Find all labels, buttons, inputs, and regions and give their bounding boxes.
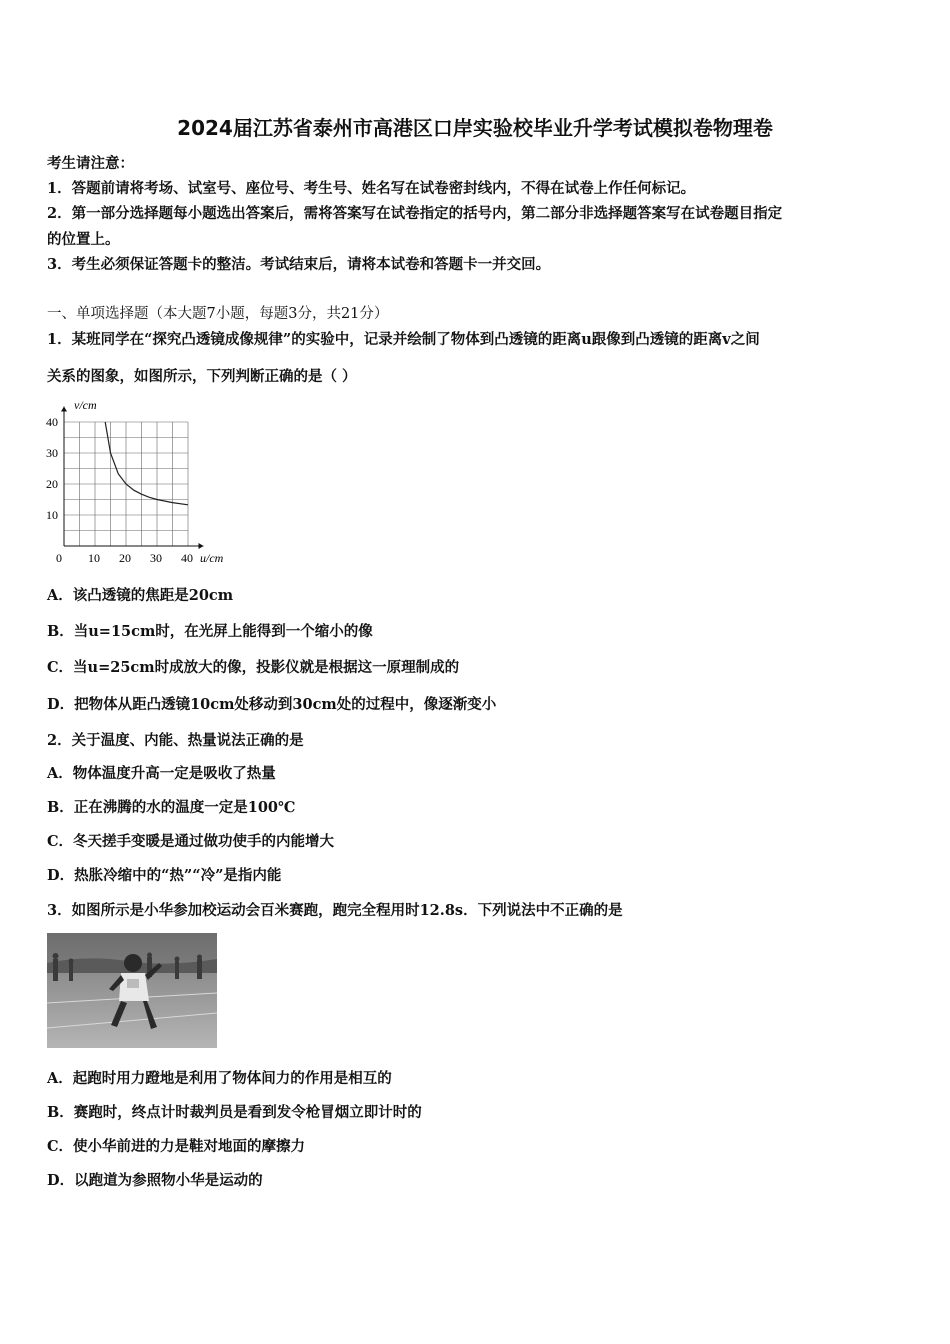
x-tick-label: 10 bbox=[88, 551, 100, 565]
q3-option-b: B．赛跑时，终点计时裁判员是看到发令枪冒烟立即计时的 bbox=[47, 1104, 422, 1121]
notice-item-3: 3．考生必须保证答题卡的整洁。考试结束后，请将本试卷和答题卡一并交回。 bbox=[47, 256, 551, 273]
q3-option-c: C．使小华前进的力是鞋对地面的摩擦力 bbox=[47, 1138, 306, 1155]
q2-option-c: C．冬天搓手变暖是通过做功使手的内能增大 bbox=[47, 833, 335, 850]
y-axis-arrow bbox=[61, 407, 67, 412]
y-tick-label: 30 bbox=[46, 446, 58, 460]
section-heading: 一、单项选择题（本大题7小题，每题3分，共21分） bbox=[47, 306, 389, 322]
x-axis-arrow bbox=[199, 543, 204, 549]
q1-stem-line-1: 1．某班同学在“探究凸透镜成像规律”的实验中，记录并绘制了物体到凸透镜的距离u跟像到凸透镜的距离v之间 bbox=[47, 331, 760, 348]
y-tick-label: 20 bbox=[46, 477, 58, 491]
q2-option-b: B．正在沸腾的水的温度一定是100℃ bbox=[47, 799, 296, 816]
x-axis-label: u/cm bbox=[200, 551, 224, 565]
q2-option-a: A．物体温度升高一定是吸收了热量 bbox=[47, 765, 276, 782]
q3-option-d: D．以跑道为参照物小华是运动的 bbox=[47, 1172, 263, 1189]
q1-option-d: D．把物体从距凸透镜10cm处移动到30cm处的过程中，像逐渐变小 bbox=[47, 696, 497, 713]
chart-axes bbox=[61, 407, 204, 550]
q3-stem: 3．如图所示是小华参加校运动会百米赛跑，跑完全程用时12.8s．下列说法中不正确的是 bbox=[47, 902, 623, 919]
notice-heading: 考生请注意： bbox=[47, 155, 134, 172]
origin-label: 0 bbox=[56, 551, 62, 565]
x-tick-label: 30 bbox=[150, 551, 162, 565]
x-tick-label: 40 bbox=[181, 551, 193, 565]
chart-series-line bbox=[105, 422, 188, 505]
notice-item-2-line-1: 2．第一部分选择题每小题选出答案后，需将答案写在试卷指定的括号内，第二部分非选择题答案写在试卷题目指定 bbox=[47, 205, 783, 222]
q1-option-b: B．当u=15cm时，在光屏上能得到一个缩小的像 bbox=[47, 623, 373, 640]
x-tick-label: 20 bbox=[119, 551, 131, 565]
y-axis-label: v/cm bbox=[74, 398, 97, 412]
y-tick-label: 40 bbox=[46, 415, 58, 429]
q2-option-d: D．热胀冷缩中的“热”“冷”是指内能 bbox=[47, 867, 282, 884]
uv-chart bbox=[40, 392, 240, 572]
q1-option-c: C．当u=25cm时成放大的像，投影仪就是根据这一原理制成的 bbox=[47, 659, 460, 676]
y-tick-label: 10 bbox=[46, 508, 58, 522]
runner-photo bbox=[47, 933, 217, 1048]
q2-stem: 2．关于温度、内能、热量说法正确的是 bbox=[47, 732, 304, 749]
notice-item-2-line-2: 的位置上。 bbox=[47, 231, 120, 248]
q3-option-a: A．起跑时用力蹬地是利用了物体间力的作用是相互的 bbox=[47, 1070, 392, 1087]
page-title: 2024届江苏省泰州市高港区口岸实验校毕业升学考试模拟卷物理卷 bbox=[177, 116, 773, 140]
notice-item-1: 1．答题前请将考场、试室号、座位号、考生号、姓名写在试卷密封线内，不得在试卷上作任何标记。 bbox=[47, 180, 696, 197]
q1-stem-line-2: 关系的图象，如图所示，下列判断正确的是（ ） bbox=[47, 368, 357, 385]
q1-option-a: A．该凸透镜的焦距是20cm bbox=[47, 587, 234, 604]
